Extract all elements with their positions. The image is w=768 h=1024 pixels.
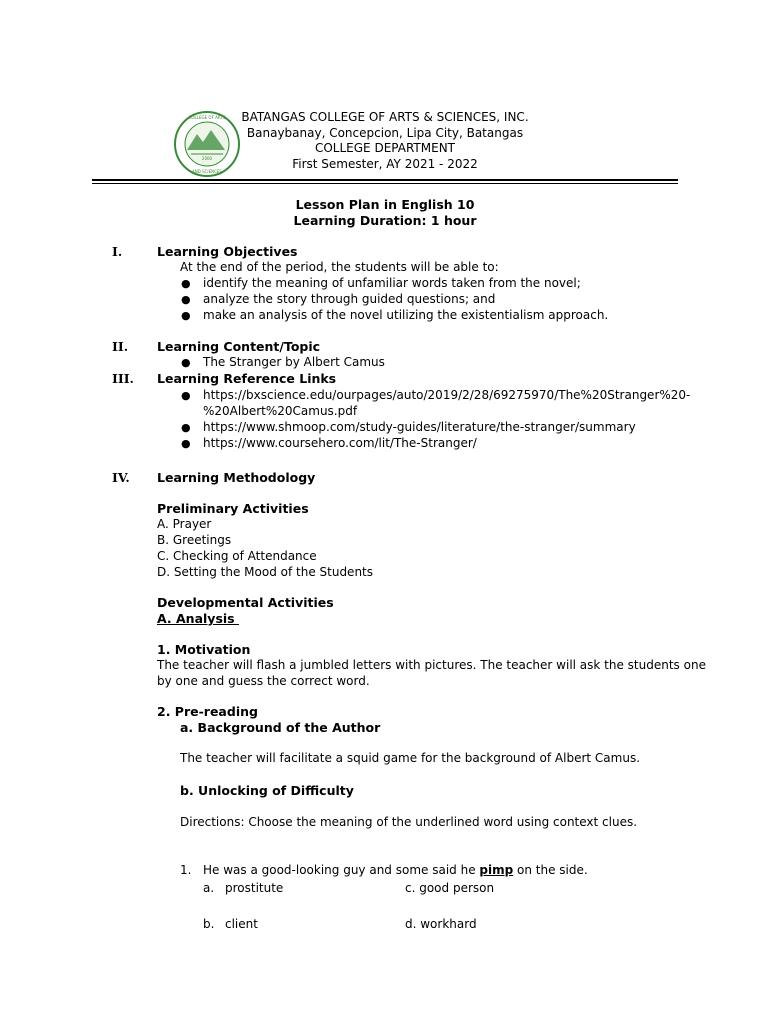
choice-d: d. workhard <box>405 917 477 931</box>
reference-link[interactable]: https://bxscience.edu/ourpages/auto/2019/2/28/69275970/The%20Stranger%20- <box>203 388 691 402</box>
objectives-intro: At the end of the period, the students will be able to: <box>180 260 499 274</box>
motivation-text: by one and guess the correct word. <box>157 674 370 688</box>
svg-text:AND SCIENCES: AND SCIENCES <box>192 169 222 174</box>
preliminary-item: D. Setting the Mood of the Students <box>157 565 374 579</box>
developmental-heading: Developmental Activities <box>157 595 334 610</box>
choice-a-label: a. <box>203 881 215 895</box>
bullet-icon: ● <box>181 293 191 306</box>
bullet-icon: ● <box>181 389 191 402</box>
motivation-text: The teacher will flash a jumbled letters with pictures. The teacher will ask the students one <box>157 658 706 672</box>
motivation-heading: 1. Motivation <box>157 642 251 657</box>
preliminary-item: A. Prayer <box>157 517 212 531</box>
section-2-heading: Learning Content/Topic <box>157 339 321 354</box>
reference-link-continued[interactable]: %20Albert%20Camus.pdf <box>203 404 358 418</box>
header-rule-thin <box>92 183 678 184</box>
preliminary-item: B. Greetings <box>157 533 232 547</box>
svg-text:COLLEGE OF ARTS: COLLEGE OF ARTS <box>188 115 226 120</box>
objective-item: make an analysis of the novel utilizing the existentialism approach. <box>203 308 609 322</box>
analysis-heading: A. Analysis <box>157 611 239 626</box>
choice-b: client <box>225 917 258 931</box>
question-text-after: on the side. <box>513 863 588 877</box>
question-text-before: He was a good-looking guy and some said he <box>203 863 480 877</box>
bullet-icon: ● <box>181 437 191 450</box>
section-3-heading: Learning Reference Links <box>157 371 337 386</box>
preliminary-item: C. Checking of Attendance <box>157 549 317 563</box>
background-heading: a. Background of the Author <box>180 720 381 735</box>
header-rule-thick <box>92 179 678 181</box>
unlocking-heading: b. Unlocking of Difficulty <box>180 783 354 798</box>
semester-label: First Semester, AY 2021 - 2022 <box>292 157 478 171</box>
bullet-icon: ● <box>181 309 191 322</box>
underlined-word: pimp <box>479 863 514 877</box>
learning-duration: Learning Duration: 1 hour <box>293 213 477 228</box>
bullet-icon: ● <box>181 421 191 434</box>
content-item: The Stranger by Albert Camus <box>203 355 385 369</box>
bullet-icon: ● <box>181 277 191 290</box>
choice-b-label: b. <box>203 917 215 931</box>
preliminary-heading: Preliminary Activities <box>157 501 309 516</box>
bullet-icon: ● <box>181 356 191 369</box>
objective-item: identify the meaning of unfamiliar words taken from the novel; <box>203 276 581 290</box>
choice-c: c. good person <box>405 881 495 895</box>
background-text: The teacher will facilitate a squid game for the background of Albert Camus. <box>180 751 641 765</box>
objective-item: analyze the story through guided questions; and <box>203 292 496 306</box>
svg-text:2000: 2000 <box>201 156 213 161</box>
section-1-number: I. <box>112 244 123 259</box>
prereading-heading: 2. Pre-reading <box>157 704 258 719</box>
question-number: 1. <box>180 863 192 877</box>
section-4-heading: Learning Methodology <box>157 470 316 485</box>
question-text <box>203 863 588 878</box>
directions-text: Directions: Choose the meaning of the underlined word using context clues. <box>180 815 638 829</box>
lesson-plan-title: Lesson Plan in English 10 <box>295 197 475 212</box>
section-1-heading: Learning Objectives <box>157 244 298 259</box>
reference-link[interactable]: https://www.shmoop.com/study-guides/literature/the-stranger/summary <box>203 420 636 434</box>
section-2-number: II. <box>112 339 129 354</box>
institution-address: Banaybanay, Concepcion, Lipa City, Batangas <box>246 126 524 140</box>
section-4-number: IV. <box>112 470 130 485</box>
reference-link[interactable]: https://www.coursehero.com/lit/The-Stranger/ <box>203 436 477 450</box>
choice-a: prostitute <box>225 881 284 895</box>
department-name: COLLEGE DEPARTMENT <box>314 141 455 155</box>
institution-name: BATANGAS COLLEGE OF ARTS & SCIENCES, INC. <box>241 110 529 124</box>
section-3-number: III. <box>112 371 134 386</box>
